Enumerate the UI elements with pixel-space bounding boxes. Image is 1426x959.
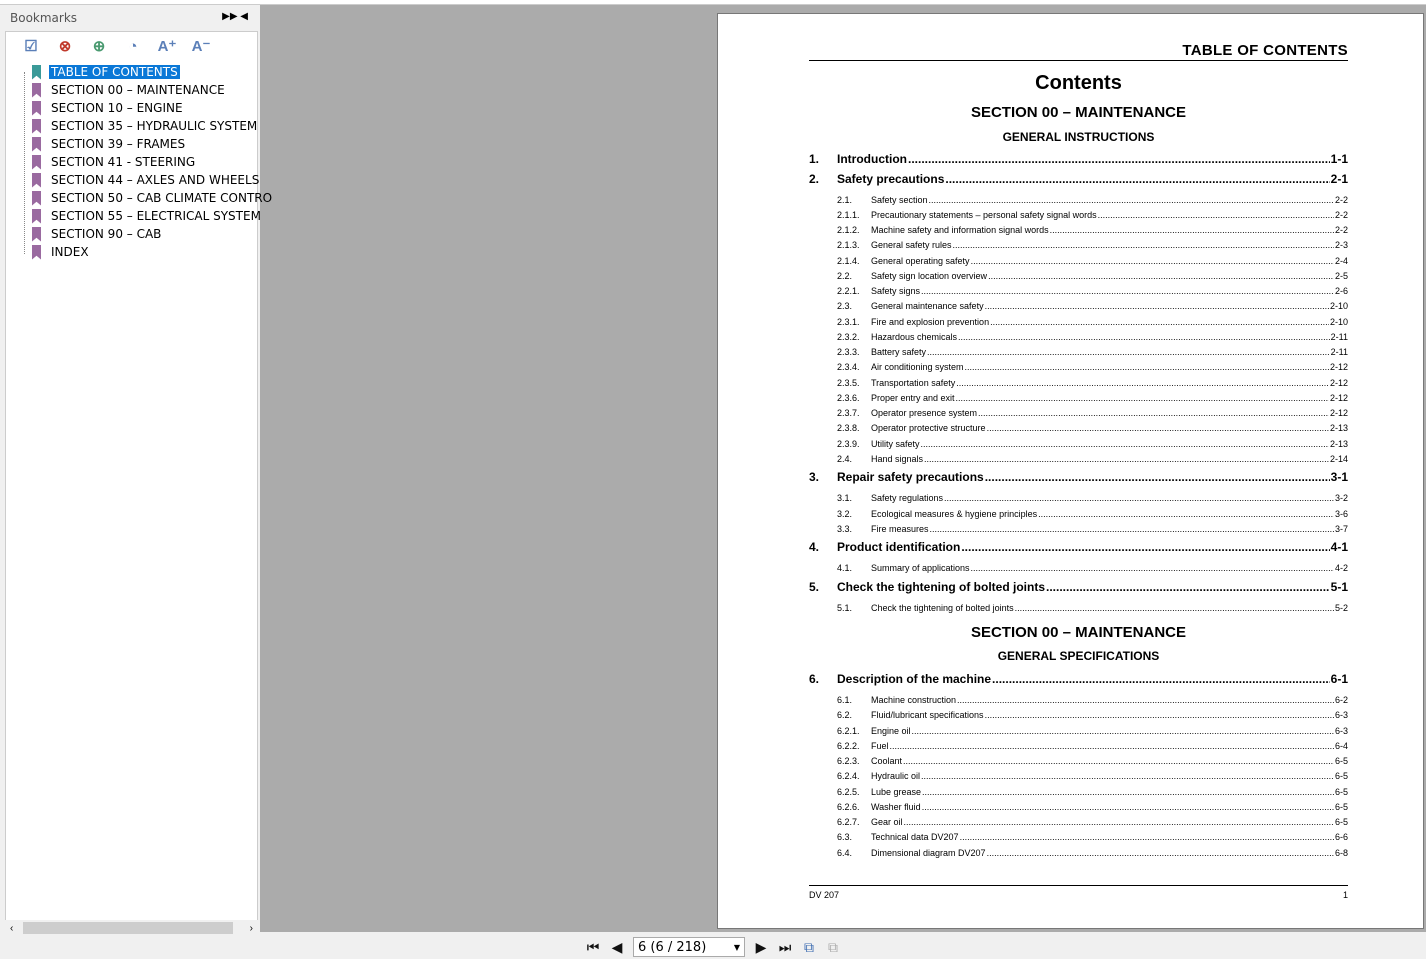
toc-title: Hand signals	[871, 453, 924, 464]
toc-page: 2-11	[1330, 347, 1348, 357]
toc-leader	[1015, 603, 1334, 613]
toc-entry[interactable]	[809, 848, 1348, 858]
next-page-icon[interactable]: ▶	[755, 938, 767, 955]
bookmark-icon	[32, 173, 41, 188]
toc-number: 2.3.6.	[837, 392, 860, 403]
toc-entry[interactable]	[809, 172, 1348, 186]
toc-number: 6.3.	[837, 832, 853, 843]
toc-leader	[890, 741, 1334, 751]
toc-leader	[971, 256, 1334, 266]
toc-page: 2-12	[1329, 392, 1348, 403]
toc-leader	[987, 423, 1329, 433]
toc-leader	[1046, 580, 1330, 594]
toc-title: Fluid/lubricant specifications	[871, 710, 984, 721]
toc-page: 2-14	[1329, 453, 1348, 464]
bookmark-item[interactable]	[32, 135, 187, 153]
toc-entry[interactable]	[809, 240, 1348, 250]
toc-title: Washer fluid	[871, 801, 921, 812]
toc-title: General operating safety	[871, 255, 970, 266]
bookmark-item[interactable]	[32, 153, 197, 171]
toc-title: Fire and explosion prevention	[871, 316, 990, 327]
toc-number: 2.3.7.	[837, 408, 860, 418]
footer-model: DV 207	[809, 890, 840, 900]
goto-bookmark-icon[interactable]: ◔	[128, 37, 138, 55]
bookmark-icon	[32, 155, 41, 170]
toc-entry[interactable]	[809, 509, 1348, 519]
toc-leader	[1038, 509, 1334, 519]
toc-title: Operator protective structure	[871, 423, 986, 434]
toc-number: 6.2.5.	[837, 786, 860, 797]
bookmark-label: TABLE OF CONTENTS	[51, 65, 178, 79]
footer-page-number: 1	[1342, 890, 1348, 900]
toc-number: 2.	[809, 171, 820, 186]
toc-title: Ecological measures & hygiene principles	[871, 508, 1038, 519]
toc-page: 2-13	[1329, 423, 1348, 434]
toc-title: Technical data DV207	[871, 832, 959, 843]
toc-leader	[921, 771, 1334, 781]
toc-entry[interactable]	[809, 540, 1348, 554]
page-footer	[809, 885, 1348, 900]
delete-bookmark-icon[interactable]: ⊗	[58, 38, 72, 55]
toc-leader	[922, 787, 1334, 797]
toc-leader	[944, 493, 1334, 503]
toc-title: Gear oil	[871, 817, 903, 827]
toc-leader	[987, 848, 1334, 858]
bookmark-item[interactable]	[32, 243, 91, 261]
bookmark-item[interactable]	[32, 81, 227, 99]
toc-entry[interactable]	[809, 710, 1348, 720]
toc-page: 2-2	[1334, 225, 1348, 235]
bookmarks-title: Bookmarks	[10, 11, 78, 25]
bookmark-label: SECTION 41 - STEERING	[51, 155, 196, 169]
toc-entry[interactable]	[809, 756, 1348, 766]
toc-page: 2-10	[1329, 316, 1348, 327]
toc-entry[interactable]	[809, 802, 1348, 812]
decrease-font-icon[interactable]: A⁻	[191, 38, 211, 55]
toc-page: 6-6	[1334, 832, 1348, 843]
toc-entry[interactable]	[809, 347, 1348, 357]
toc-leader	[953, 240, 1334, 250]
toc-number: 2.2.	[837, 270, 853, 281]
tree-line	[24, 72, 25, 254]
bookmark-item[interactable]	[32, 171, 261, 189]
bookmark-icon	[32, 209, 41, 224]
toc-page: 2-1	[1330, 171, 1348, 186]
toc-number: 5.	[809, 579, 820, 594]
toc-leader	[908, 152, 1330, 166]
toc-page: 6-1	[1330, 672, 1348, 686]
toc-leader	[956, 378, 1329, 388]
toc-entry[interactable]	[809, 741, 1348, 751]
toc-number: 2.1.1.	[837, 209, 860, 220]
toc-title: Transportation safety	[871, 377, 956, 388]
panel-controls[interactable]: ▶▶ ◀	[222, 11, 248, 22]
bookmark-label: SECTION 90 – CAB	[51, 227, 162, 241]
toc-leader	[985, 470, 1330, 484]
toc-title: Machine safety and information signal words	[871, 225, 1049, 235]
toc-leader	[990, 317, 1329, 327]
toc-leader	[961, 540, 1329, 554]
toc-number: 6.2.2.	[837, 740, 860, 751]
toc-title: Precautionary statements – personal safety signal words	[871, 209, 1097, 220]
prev-page-icon[interactable]: ◀	[611, 938, 623, 955]
increase-font-icon[interactable]: A⁺	[157, 38, 177, 55]
last-page-icon[interactable]: ⏭	[778, 938, 792, 955]
toc-entry[interactable]	[809, 271, 1348, 281]
toc-title: Coolant	[871, 756, 903, 766]
toc-entry[interactable]	[809, 301, 1348, 311]
toc-entry[interactable]	[809, 817, 1348, 827]
toc-page: 2-6	[1334, 286, 1348, 296]
toc-page: 6-5	[1334, 771, 1348, 782]
toc-entry[interactable]	[809, 378, 1348, 388]
bookmark-label: SECTION 35 – HYDRAULIC SYSTEM	[51, 119, 258, 133]
toc-leader	[985, 710, 1334, 720]
toc-leader	[904, 817, 1334, 827]
toc-number: 2.3.2.	[837, 331, 860, 342]
toc-title: Check the tightening of bolted joints	[871, 602, 1014, 613]
toc-number: 6.2.	[837, 710, 853, 721]
toc-leader	[985, 301, 1329, 311]
toc-leader	[927, 347, 1330, 357]
toc-entry[interactable]	[809, 152, 1348, 166]
toc-entry[interactable]	[809, 832, 1348, 842]
toc-number: 6.2.3.	[837, 756, 860, 766]
toc-number: 2.1.	[837, 194, 853, 205]
toc-page: 6-3	[1334, 725, 1348, 736]
toc-title: Introduction	[837, 152, 907, 166]
toc-title: Machine construction	[871, 695, 957, 705]
bookmark-icon	[32, 191, 41, 206]
toc-number: 5.1.	[837, 602, 853, 613]
bookmark-icon	[32, 137, 41, 152]
contents-title: Contents	[1035, 72, 1122, 94]
toc-page: 2-5	[1334, 270, 1348, 281]
toc-entry[interactable]	[809, 563, 1348, 573]
toc-leader	[924, 454, 1329, 464]
previous-view-icon[interactable]: ⧉	[804, 938, 814, 955]
toc-page: 2-11	[1330, 331, 1348, 342]
toc-title: General maintenance safety	[871, 301, 984, 312]
section-subheading: GENERAL INSTRUCTIONS	[1002, 130, 1155, 144]
toc-leader	[965, 362, 1329, 372]
toc-leader	[958, 332, 1330, 342]
toc-entry[interactable]	[809, 695, 1348, 705]
toc-entry[interactable]	[809, 317, 1348, 327]
page-navigation	[0, 935, 1426, 959]
bookmark-icon	[32, 101, 41, 116]
toc-leader	[956, 393, 1329, 403]
bookmark-icon	[32, 227, 41, 242]
toc-number: 3.3.	[837, 523, 853, 534]
toc-leader	[1050, 225, 1334, 235]
toc-number: 4.	[809, 540, 820, 555]
bookmark-label: SECTION 10 – ENGINE	[51, 101, 183, 115]
bookmark-item[interactable]	[32, 189, 274, 207]
bookmark-icon	[32, 245, 41, 260]
toc-entry[interactable]	[809, 580, 1348, 594]
toc-title: Hydraulic oil	[871, 771, 921, 782]
toc-number: 3.2.	[837, 508, 853, 519]
toc-entry[interactable]	[809, 408, 1348, 418]
toc-entry[interactable]	[809, 286, 1348, 296]
toc-page: 6-4	[1334, 740, 1348, 751]
toc-title: Product identification	[837, 540, 961, 555]
toc-page: 6-5	[1334, 756, 1348, 766]
toc-leader	[992, 672, 1330, 686]
toc-number: 6.2.6.	[837, 801, 860, 812]
toc-title: Air conditioning system	[871, 362, 964, 373]
toc-number: 2.3.1.	[837, 316, 860, 327]
section-heading: SECTION 00 – MAINTENANCE	[970, 624, 1187, 641]
toc-leader	[1098, 210, 1334, 220]
page-number-select[interactable]: 6 (6 / 218) ▼	[633, 937, 745, 957]
toc-leader	[971, 563, 1334, 573]
toc-entry[interactable]	[809, 672, 1348, 686]
bookmarks-panel	[5, 31, 273, 921]
toc-title: Fire measures	[871, 523, 929, 534]
toc-title: Safety precautions	[837, 171, 945, 186]
toc-title: Repair safety precautions	[837, 470, 984, 485]
bookmark-label: INDEX	[51, 245, 89, 259]
toc-number: 2.3.	[837, 301, 853, 312]
toc-title: Battery safety	[871, 347, 927, 357]
toc-entry[interactable]	[809, 332, 1348, 342]
toc-number: 6.1.	[837, 695, 853, 705]
bookmark-label: SECTION 55 – ELECTRICAL SYSTEM	[51, 209, 261, 223]
toc-page: 2-4	[1334, 255, 1348, 266]
toc-title: Safety regulations	[871, 493, 944, 504]
toc-number: 6.2.1.	[837, 725, 860, 736]
toc-leader	[912, 726, 1334, 736]
toc-title: Dimensional diagram DV207	[871, 847, 986, 858]
toc-leader	[929, 195, 1334, 205]
toc-page: 3-1	[1330, 470, 1348, 485]
toc-title: Safety section	[871, 194, 928, 205]
first-page-icon[interactable]: ⏮	[586, 938, 600, 955]
toc-number: 2.4.	[837, 453, 853, 464]
bookmark-label: SECTION 00 – MAINTENANCE	[51, 83, 225, 97]
toc-page: 2-2	[1334, 209, 1348, 220]
toc-number: 6.2.4.	[837, 771, 860, 782]
toc-entry[interactable]	[809, 195, 1348, 205]
toc-page: 2-12	[1329, 377, 1348, 388]
toc-entry[interactable]	[809, 771, 1348, 781]
bookmark-icon	[32, 119, 41, 134]
toc-entry[interactable]	[809, 726, 1348, 736]
toc-number: 6.	[809, 672, 820, 686]
toc-number: 1.	[809, 152, 820, 166]
toc-page: 3-7	[1334, 523, 1348, 534]
toc-number: 2.3.8.	[837, 423, 860, 434]
bookmark-label: SECTION 44 – AXLES AND WHEELS	[51, 173, 260, 187]
next-view-icon[interactable]: ⧉	[828, 938, 838, 955]
toc-leader	[960, 832, 1334, 842]
toc-number: 6.2.7.	[837, 817, 860, 827]
toc-page: 6-8	[1334, 847, 1348, 858]
toc-title: Utility safety	[871, 438, 920, 449]
toc-number: 2.1.3.	[837, 240, 860, 251]
toc-page: 4-1	[1330, 540, 1348, 555]
add-bookmark-icon[interactable]: ⊕	[92, 38, 106, 55]
toc-number: 4.1.	[837, 563, 853, 574]
toc-page: 6-5	[1334, 786, 1348, 797]
toc-number: 2.1.4.	[837, 255, 860, 266]
bookmark-item[interactable]	[32, 225, 163, 243]
section-subheading: GENERAL SPECIFICATIONS	[997, 649, 1160, 663]
bookmark-item[interactable]	[32, 207, 263, 225]
toc-page: 3-2	[1334, 493, 1348, 504]
horizontal-scrollbar[interactable]: ‹ ›	[5, 920, 258, 936]
toc-entry[interactable]	[809, 210, 1348, 220]
toc-page: 4-2	[1334, 563, 1348, 574]
toc-entry[interactable]	[809, 439, 1348, 449]
bookmark-icon	[32, 65, 41, 80]
toc-page: 6-5	[1334, 801, 1348, 812]
toc-number: 2.3.3.	[837, 347, 860, 357]
toc-title: Lube grease	[871, 786, 922, 797]
toc-leader	[945, 172, 1329, 186]
toc-number: 2.1.2.	[837, 225, 860, 235]
toc-leader	[922, 802, 1334, 812]
toc-number: 2.3.4.	[837, 362, 860, 373]
toc-page: 5-1	[1330, 579, 1348, 594]
toc-number: 2.3.5.	[837, 377, 860, 388]
toc-number: 2.3.9.	[837, 438, 860, 449]
toc-entry[interactable]	[809, 362, 1348, 372]
toc-page: 2-13	[1329, 438, 1348, 449]
toc-title: Description of the machine	[837, 672, 992, 686]
toc-entry[interactable]	[809, 470, 1348, 484]
options-icon[interactable]: ☑	[24, 38, 38, 55]
bookmark-item[interactable]	[32, 63, 180, 81]
toc-page: 2-12	[1329, 408, 1348, 418]
toc-entry[interactable]	[809, 393, 1348, 403]
toc-entry[interactable]	[809, 493, 1348, 503]
pdf-page	[717, 13, 1424, 929]
toc-title: Operator presence system	[871, 408, 978, 418]
toc-entry[interactable]	[809, 423, 1348, 433]
toc-page: 6-5	[1334, 817, 1348, 827]
toc-entry[interactable]	[809, 524, 1348, 534]
section-heading: SECTION 00 – MAINTENANCE	[970, 104, 1187, 121]
toc-number: 3.1.	[837, 493, 853, 504]
toc-page: 2-3	[1334, 240, 1348, 251]
bookmark-label: SECTION 39 – FRAMES	[51, 137, 186, 151]
toc-page: 1-1	[1330, 152, 1348, 166]
toc-title: Summary of applications	[871, 563, 970, 574]
bookmarks-sidebar	[0, 5, 273, 935]
toc-leader	[988, 271, 1334, 281]
toc-entry[interactable]	[809, 603, 1348, 613]
toc-title: Proper entry and exit	[871, 392, 955, 403]
toc-number: 6.4.	[837, 847, 853, 858]
toc-leader	[921, 286, 1334, 296]
toc-page: 6-2	[1334, 695, 1348, 705]
document-viewer[interactable]	[260, 5, 1426, 932]
toc-page: 6-3	[1334, 710, 1348, 721]
toc-number: 2.2.1.	[837, 286, 860, 296]
toc-leader	[930, 524, 1334, 534]
bookmark-item[interactable]	[32, 117, 259, 135]
toc-title: General safety rules	[871, 240, 952, 251]
toc-title: Hazardous chemicals	[871, 331, 958, 342]
toc-title: Check the tightening of bolted joints	[837, 579, 1045, 594]
toc-title: Safety signs	[871, 286, 921, 296]
toc-title: Safety sign location overview	[871, 270, 988, 281]
toc-entry[interactable]	[809, 256, 1348, 266]
toc-page: 2-2	[1334, 194, 1348, 205]
toc-number: 3.	[809, 470, 820, 485]
toc-leader	[921, 439, 1329, 449]
bookmarks-toolbar	[6, 32, 257, 60]
page-number: 6 (6 / 218)	[638, 939, 707, 955]
toc-entry[interactable]	[809, 225, 1348, 235]
toc-title: Engine oil	[871, 725, 911, 736]
bookmark-label: SECTION 50 – CAB CLIMATE CONTRO	[51, 191, 273, 205]
toc-leader	[903, 756, 1334, 766]
toc-leader	[978, 408, 1329, 418]
toc-page: 3-6	[1334, 508, 1348, 519]
toc-entry[interactable]	[809, 454, 1348, 464]
bookmark-item[interactable]	[32, 99, 185, 117]
toc-page: 2-12	[1329, 362, 1348, 373]
bookmark-icon	[32, 83, 41, 98]
toc-entry[interactable]	[809, 787, 1348, 797]
toc-leader	[957, 695, 1334, 705]
toc-title: Fuel	[871, 740, 889, 751]
toc-page: 5-2	[1334, 602, 1348, 613]
toc-page: 2-10	[1329, 301, 1348, 312]
page-header: TABLE OF CONTENTS	[1182, 42, 1348, 59]
